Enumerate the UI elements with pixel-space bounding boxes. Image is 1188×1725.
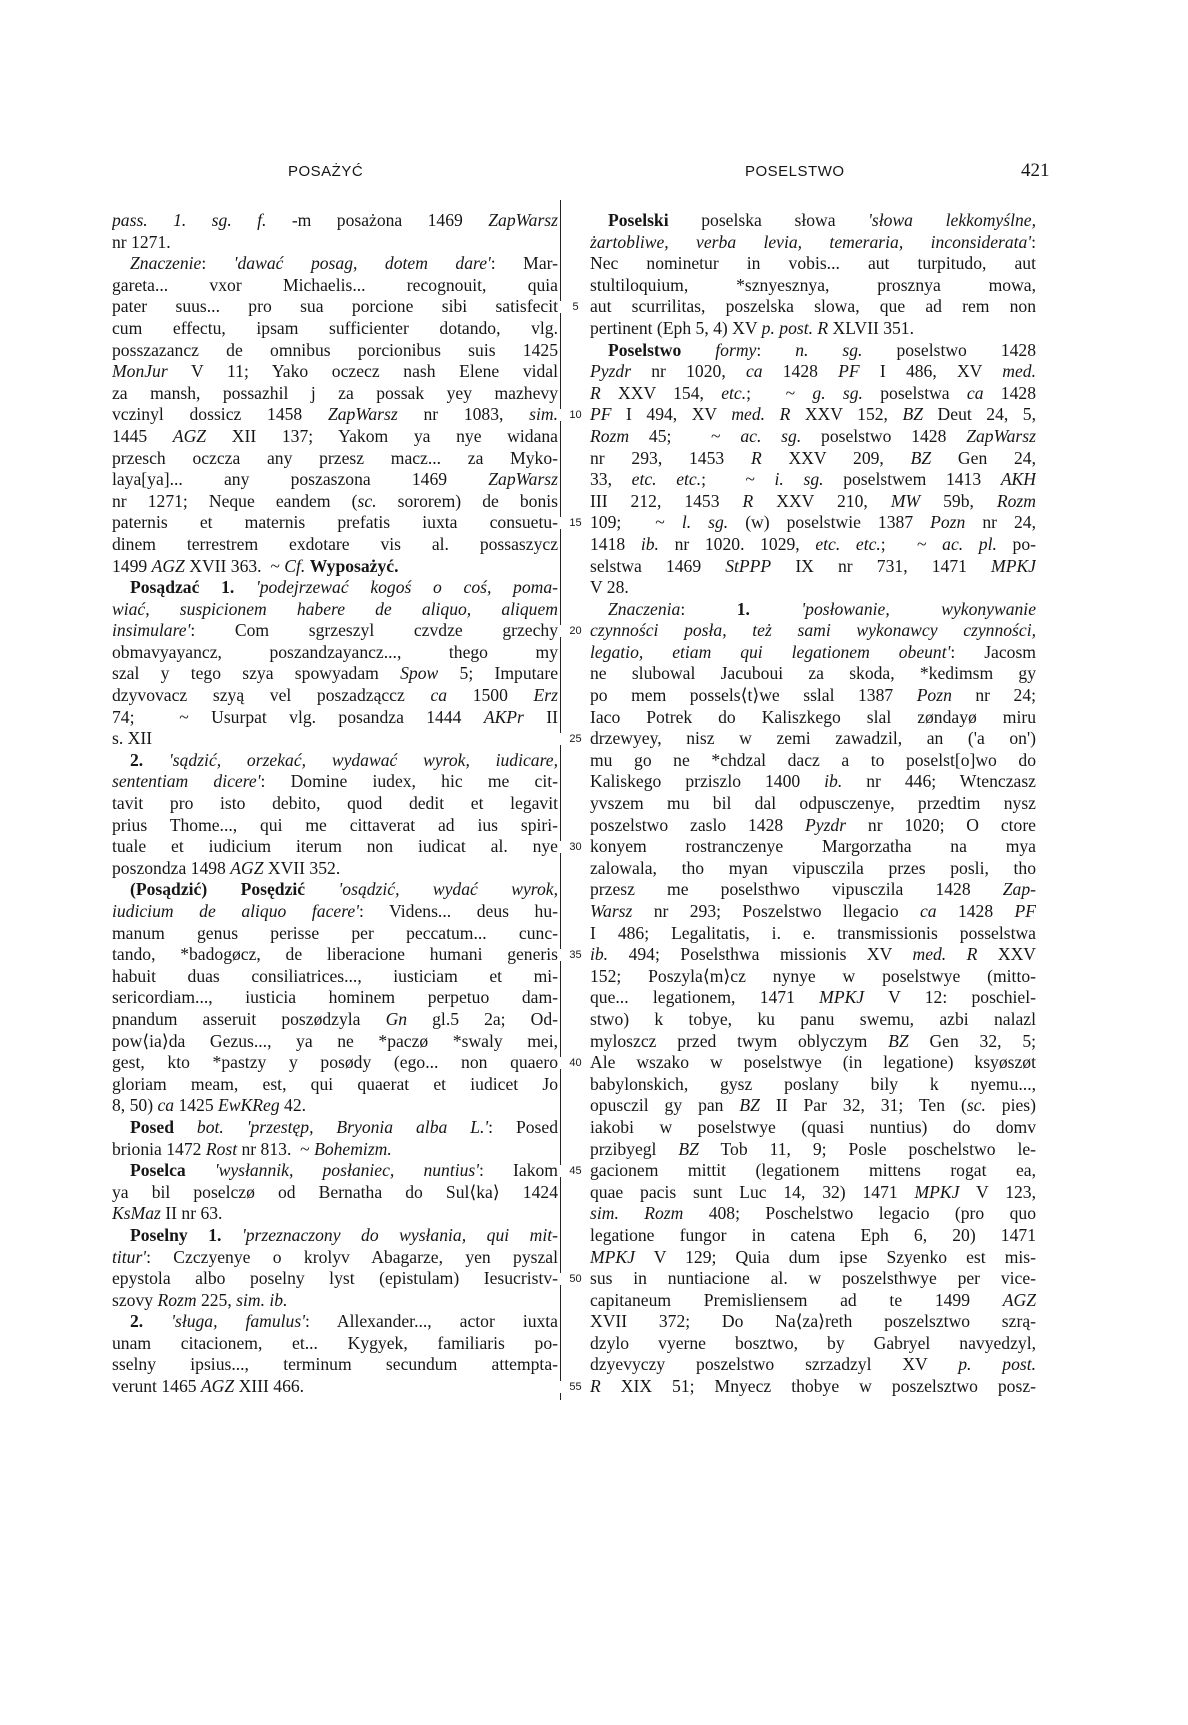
- text-line: pass. 1. sg. f. -m posażona 1469 ZapWarsz: [112, 210, 558, 230]
- right-running-head: POSELSTWO: [745, 163, 845, 180]
- text-line: 2. 'sądzić, orzekać, wydawać wyrok, iudicare,: [130, 749, 558, 770]
- line-number: 25: [560, 733, 591, 745]
- line-number: 5: [560, 301, 591, 313]
- text-line: po mem possels⟨t⟩we sslal 1387 Pozn nr 24;: [590, 685, 1036, 706]
- text-line: gareta... vxor Michaelis... recognouit, quia: [112, 274, 558, 295]
- text-line: Posądzać 1. 'podejrzewać kogoś o coś, poma-: [130, 577, 558, 598]
- line-number: 55: [560, 1381, 591, 1393]
- line-number: 40: [560, 1057, 591, 1069]
- text-line: MPKJ V 129; Quia dum ipse Szyenko est mis-: [590, 1246, 1036, 1267]
- text-line: verunt 1465 AGZ XIII 466.: [112, 1376, 305, 1397]
- right-column: [590, 210, 1036, 1398]
- line-number: 20: [560, 625, 591, 637]
- text-line: Poselstwo formy: n. sg. poselstwo 1428: [608, 339, 1036, 360]
- text-line: czynności posła, też sami wykonawcy czynności,: [590, 620, 1036, 641]
- text-line: gacionem mittit (legationem mittens rogat ea,: [590, 1160, 1036, 1181]
- text-line: 1418 ib. nr 1020. 1029, etc. etc.; ~ ac. pl. po-: [590, 533, 1036, 554]
- text-line: capitaneum Premisliensem ad te 1499 AGZ: [590, 1289, 1036, 1310]
- text-line: 8, 50) ca 1425 EwKReg 42.: [112, 1095, 307, 1116]
- text-line: brionia 1472 Rost nr 813. ~ Bohemizm.: [112, 1138, 392, 1159]
- text-line: pow⟨ia⟩da Gezus..., ya ne *paczø *swaly mei,: [112, 1030, 558, 1051]
- text-line: R XXV 154, etc.; ~ g. sg. poselstwa ca 1428: [590, 382, 1036, 403]
- text-line: sim. Rozm 408; Poschelstwo legacio (pro quo: [590, 1203, 1036, 1224]
- text-line: szovy Rozm 225, sim. ib.: [112, 1289, 288, 1310]
- text-line: iudicium de aliquo facere': Videns... deus hu-: [112, 901, 558, 921]
- text-line: Nec nominetur in vobis... aut turpitudo, aut: [590, 253, 1036, 274]
- text-line: Iaco Potrek do Kaliszkego slal zøndayø miru: [590, 706, 1036, 727]
- text-line: paternis et maternis prefatis iuxta consuetu-: [112, 512, 558, 533]
- text-line: prius Thome..., qui me cittaverat ad ius spiri-: [112, 814, 558, 835]
- text-line: 74; ~ Usurpat vlg. posandza 1444 AKPr II: [112, 706, 558, 727]
- text-line: XVII 372; Do Na⟨za⟩reth poszelsztwo szrą-: [590, 1311, 1036, 1332]
- text-line: drzewyey, nisz w zemi zawadzil, an ('a on'): [590, 728, 1036, 749]
- text-line: nr 1271.: [112, 231, 171, 252]
- text-line: III 212, 1453 R XXV 210, MW 59b, Rozm: [590, 490, 1036, 511]
- text-line: tuale et iudicium iterum non iudicat al. nye: [112, 836, 558, 857]
- text-line: 2. 'sługa, famulus': Allexander..., actor iuxta: [130, 1311, 558, 1332]
- text-line: sericordiam..., iusticia hominem perpetuo dam-: [112, 987, 558, 1008]
- text-line: tando, *badogøcz, de liberacione humani generis: [112, 944, 558, 965]
- text-line: Poselski poselska słowa 'słowa lekkomyślne,: [608, 210, 1036, 230]
- text-line: insimulare': Com sgrzeszyl czvdze grzechy: [112, 620, 558, 641]
- text-line: legatio, etiam qui legationem obeunt': Jacosm: [590, 641, 1036, 662]
- text-line: pnandum asseruit poszødzyla Gn gl.5 2a; Od-: [112, 1008, 558, 1029]
- text-line: Kaliskego prziszlo 1400 ib. nr 446; Wtenczasz: [590, 771, 1036, 792]
- page-number: 421: [1021, 160, 1050, 181]
- text-line: sselny ipsius..., terminum secundum attempta-: [112, 1354, 558, 1375]
- text-line: Ale wszako w poselstwye (in legatione) ksyøszøt: [590, 1052, 1036, 1073]
- text-line: dzyvovacz szyą vel poszadząccz ca 1500 Erz: [112, 685, 558, 706]
- column-divider: [560, 200, 561, 1400]
- text-line: nr 293, 1453 R XXV 209, BZ Gen 24,: [590, 447, 1036, 468]
- text-line: V 28.: [590, 577, 629, 598]
- text-line: PF I 494, XV med. R XXV 152, BZ Deut 24, 5,: [590, 404, 1036, 425]
- text-line: Rozm 45; ~ ac. sg. poselstwo 1428 ZapWarsz: [590, 425, 1036, 446]
- text-line: MonJur V 11; Yako oczecz nash Elene vidal: [112, 361, 558, 382]
- text-line: przibyegl BZ Tob 11, 9; Posle poschelstwo le-: [590, 1138, 1036, 1159]
- text-line: poszelstwo zaslo 1428 Pyzdr nr 1020; O ctore: [590, 814, 1036, 835]
- text-line: gloriam meam, est, qui quaerat et iudicet Jo: [112, 1073, 558, 1094]
- text-line: zalowala, tho myan vipusczila przes posli, tho: [590, 857, 1036, 878]
- text-line: ya bil poselczø od Bernatha do Sul⟨ka⟩ 1424: [112, 1181, 558, 1202]
- text-line: s. XII: [112, 728, 153, 749]
- text-line: manum genus perisse per peccatum... cunc-: [112, 922, 558, 943]
- line-number: 15: [560, 517, 591, 529]
- text-line: przesch oczcza any przesz macz... za Myko-: [112, 447, 558, 468]
- text-line: I 486; Legalitatis, i. e. transmissionis posselstwa: [590, 922, 1036, 943]
- text-line: babylonskich, gysz poslany bily k nyemu...,: [590, 1073, 1036, 1094]
- text-line: nr 1271; Neque eandem (sc. sororem) de bonis: [112, 490, 558, 511]
- text-line: Poselny 1. 'przeznaczony do wysłania, qui mit-: [130, 1224, 558, 1245]
- text-line: dinem terrestrem exdotare vis al. possaszycz: [112, 533, 558, 554]
- text-line: yvszem mu bil dal odpusczenye, przedtim nysz: [590, 793, 1036, 814]
- text-line: selstwa 1469 StPPP IX nr 731, 1471 MPKJ: [590, 555, 1036, 576]
- text-line: pater suus... pro sua porcione sibi satisfecit: [112, 296, 558, 317]
- text-line: Pyzdr nr 1020, ca 1428 PF I 486, XV med.: [590, 361, 1036, 382]
- text-line: epystola albo poselny lyst (epistulam) Iesucristv-: [112, 1268, 558, 1289]
- text-line: que... legationem, 1471 MPKJ V 12: poschiel-: [590, 987, 1036, 1008]
- text-line: iakobi w poselstwye (quasi nuntius) do domv: [590, 1116, 1036, 1137]
- text-line: poszondza 1498 AGZ XVII 352.: [112, 857, 341, 878]
- left-column: [112, 210, 558, 1398]
- text-line: za mansh, possazhil j za possak yey mazhevy: [112, 382, 558, 403]
- text-line: pertinent (Eph 5, 4) XV p. post. R XLVII 351.: [590, 317, 914, 338]
- text-line: wiać, suspicionem habere de aliquo, aliquem: [112, 598, 558, 619]
- text-line: żartobliwe, verba levia, temeraria, inconsiderata':: [590, 231, 1036, 252]
- text-line: Poselca 'wysłannik, posłaniec, nuntius': Iakom: [130, 1160, 558, 1181]
- text-line: stwo) k tobye, ku panu swemu, azbi nalazl: [590, 1008, 1036, 1029]
- text-line: habuit duas consiliatrices..., iusticiam et mi-: [112, 965, 558, 986]
- text-line: dzylo vyerne bosztwo, by Gabryel navyedzyl,: [590, 1332, 1036, 1353]
- text-line: tavit pro isto debito, quod dedit et legavit: [112, 793, 558, 814]
- text-line: 152; Poszyla⟨m⟩cz nynye w poselstwye (mitto-: [590, 965, 1036, 986]
- text-line: unam citacionem, et... Kygyek, familiaris po-: [112, 1332, 558, 1353]
- text-line: laya[ya]... any poszaszona 1469 ZapWarsz: [112, 469, 558, 490]
- text-line: aut scurrilitas, poszelska slowa, que ad rem non: [590, 296, 1036, 317]
- text-line: 1499 AGZ XVII 363. ~ Cf. Wyposażyć.: [112, 555, 399, 576]
- text-line: obmavyayancz, poszandzayancz..., thego my: [112, 641, 558, 662]
- text-line: Znaczenia: 1. 'posłowanie, wykonywanie: [608, 598, 1036, 619]
- text-line: mu go ne *chdzal dacz a to poselst[o]wo do: [590, 749, 1036, 770]
- text-line: dzyevyczy poszelstwo szrzadzyl XV p. post.: [590, 1354, 1036, 1375]
- text-line: 1445 AGZ XII 137; Yakom ya nye widana: [112, 425, 558, 446]
- left-running-head: POSAŻYĆ: [288, 163, 364, 180]
- text-line: sus in nuntiacione al. w poszelsthwye per vice-: [590, 1268, 1036, 1289]
- text-line: ib. 494; Poselsthwa missionis XV med. R XXV: [590, 944, 1036, 965]
- text-line: myloszcz przed twym oblyczym BZ Gen 32, 5;: [590, 1030, 1036, 1051]
- line-number: 10: [560, 409, 591, 421]
- text-line: konyem rostranczenye Margorzatha na mya: [590, 836, 1036, 857]
- text-line: vczinyl dossicz 1458 ZapWarsz nr 1083, sim.: [112, 404, 558, 425]
- text-line: Warsz nr 293; Poszelstwo llegacio ca 1428 PF: [590, 901, 1036, 921]
- text-line: posszazancz de omnibus porcionibus suis 1425: [112, 339, 558, 360]
- text-line: przesz me poselsthwo vipusczila 1428 Zap-: [590, 879, 1036, 900]
- text-line: legatione fungor in catena Eph 6, 20) 1471: [590, 1224, 1036, 1245]
- text-line: titur': Czczyenye o krolyv Abagarze, yen pyszal: [112, 1246, 558, 1267]
- text-line: Posed bot. 'przestęp, Bryonia alba L.': Posed: [130, 1116, 558, 1137]
- text-line: quae pacis sunt Luc 14, 32) 1471 MPKJ V 123,: [590, 1181, 1036, 1202]
- text-line: R XIX 51; Mnyecz thobye w poszelsztwo posz-: [590, 1376, 1036, 1397]
- text-line: 109; ~ l. sg. (w) poselstwie 1387 Pozn nr 24,: [590, 512, 1036, 533]
- line-number: 30: [560, 841, 591, 853]
- text-line: gest, kto *pastzy y posødy (ego... non quaero: [112, 1052, 558, 1073]
- text-line: KsMaz II nr 63.: [112, 1203, 223, 1224]
- text-line: stultiloquium, *sznyesznya, prosznya mowa,: [590, 274, 1036, 295]
- text-line: szal y tego szya spowyadam Spow 5; Imputare: [112, 663, 558, 684]
- line-number: 50: [560, 1273, 591, 1285]
- line-number: 45: [560, 1165, 591, 1177]
- line-number: 35: [560, 949, 591, 961]
- text-line: cum effectu, ipsam sufficienter dotando, vlg.: [112, 317, 558, 338]
- text-line: ne slubowal Jacuboui za skoda, *kedimsm gy: [590, 663, 1036, 684]
- text-line: Znaczenie: 'dawać posag, dotem dare': Mar-: [130, 253, 558, 274]
- text-line: (Posądzić) Posędzić 'osądzić, wydać wyrok,: [130, 879, 558, 900]
- text-line: 33, etc. etc.; ~ i. sg. poselstwem 1413 AKH: [590, 469, 1036, 490]
- text-line: sententiam dicere': Domine iudex, hic me cit-: [112, 771, 558, 792]
- text-line: opusczil gy pan BZ II Par 32, 31; Ten (sc. pies): [590, 1095, 1036, 1116]
